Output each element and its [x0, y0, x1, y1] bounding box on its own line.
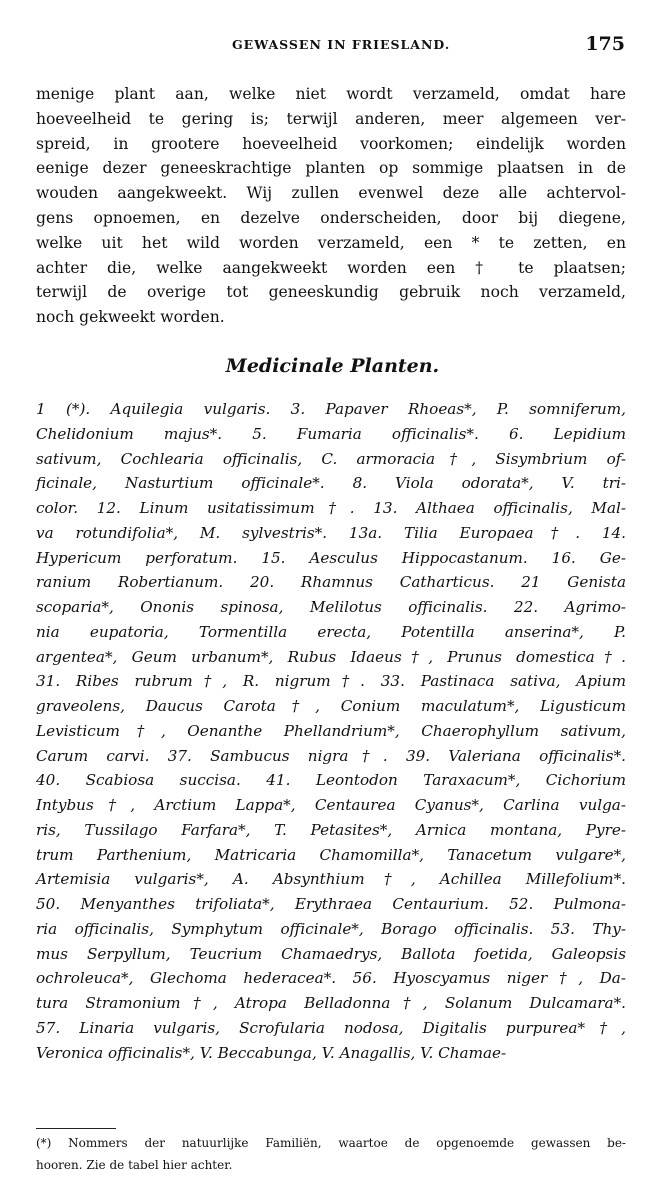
plant-list-line: va rotundifolia*, M. sylvestris*. 13a. Tilia Europaea†. 14. [36, 523, 626, 542]
plant-list-line: scoparia*, Ononis spinosa, Melilotus officinalis. 22. Agrimo- [36, 598, 626, 616]
running-title: GEWASSEN IN FRIESLAND. [232, 37, 451, 52]
plant-list-line: ris, Tussilago Farfara*, T. Petasites*, Arnica montana, Pyre- [36, 820, 626, 839]
plant-list-line: ranium Robertianum. 20. Rhamnus Catharticus. 21 Genista [36, 573, 626, 592]
intro-line: menige plant aan, welke niet wordt verzameld, omdat hare [36, 85, 626, 103]
plant-list-line: Chelidonium majus*. 5. Fumaria officinalis*. 6. Lepidium [36, 424, 626, 443]
intro-line: achter die, welke aangekweekt worden een † te plaatsen; [36, 258, 626, 277]
plant-list-line: Intybus†, Arctium Lappa*, Centaurea Cyanus*, Carlina vulga- [36, 796, 626, 814]
intro-line: terwijl de overige tot geneeskundig gebruik noch verzameld, [36, 283, 626, 302]
footnote-line: hooren. Zie de tabel hier achter. [36, 1158, 233, 1172]
running-head [36, 33, 625, 59]
intro-line: wouden aangekweekt. Wij zullen evenwel deze alle achtervol- [36, 184, 626, 203]
intro-paragraph [36, 82, 626, 330]
plant-list-line: Levisticum†, Oenanthe Phellandrium*, Chaerophyllum sativum, [36, 721, 626, 740]
intro-line: welke uit het wild worden verzameld, een * te zetten, en [36, 233, 626, 252]
footnote-rule [36, 1128, 116, 1129]
plant-list-line: mus Serpyllum, Teucrium Chamaedrys, Ballota foetida, Galeopsis [36, 944, 626, 963]
section-heading: Medicinale Planten. [225, 355, 440, 377]
page-number: 175 [585, 33, 625, 55]
plant-list [36, 397, 626, 1065]
plant-list-line: ria officinalis, Symphytum officinale*, Borago officinalis. 53. Thy- [36, 919, 626, 938]
plant-list-line: Carum carvi. 37. Sambucus nigra†. 39. Valeriana officinalis*. [36, 746, 626, 765]
plant-list-line: Veronica officinalis*, V. Beccabunga, V. Anagallis, V. Chamae- [36, 1043, 507, 1062]
footnote-line: (*) Nommers der natuurlijke Familiën, waartoe de opgenoemde gewassen be- [36, 1136, 626, 1150]
plant-list-line: 1 (*). Aquilegia vulgaris. 3. Papaver Rhoeas*, P. somniferum, [36, 400, 626, 418]
plant-list-line: sativum, Cochlearia officinalis, C. armoracia†, Sisymbrium of- [36, 449, 626, 468]
plant-list-line: argentea*, Geum urbanum*, Rubus Idaeus†, Prunus domestica†. [36, 647, 626, 666]
plant-list-line: 57. Linaria vulgaris, Scrofularia nodosa, Digitalis purpurea*†, [36, 1018, 626, 1037]
plant-list-line: Artemisia vulgaris*, A. Absynthium†, Achillea Millefolium*. [36, 870, 626, 889]
footnote [36, 1132, 626, 1176]
intro-line: gens opnoemen, en dezelve onderscheiden, door bij diegene, [36, 208, 626, 227]
plant-list-line: 50. Menyanthes trifoliata*, Erythraea Centaurium. 52. Pulmona- [36, 895, 626, 913]
plant-list-line: nia eupatoria, Tormentilla erecta, Potentilla anserina*, P. [36, 622, 626, 641]
plant-list-line: ficinale, Nasturtium officinale*. 8. Viola odorata*, V. tri- [36, 474, 626, 493]
intro-line: noch gekweekt worden. [36, 308, 225, 327]
plant-list-line: graveolens, Daucus Carota†, Conium maculatum*, Ligusticum [36, 697, 626, 715]
intro-line: eenige dezer geneeskrachtige planten op sommige plaatsen in de [36, 159, 626, 178]
intro-line: spreid, in grootere hoeveelheid voorkomen; eindelijk worden [36, 134, 626, 153]
plant-list-line: trum Parthenium, Matricaria Chamomilla*, Tanacetum vulgare*, [36, 845, 626, 864]
plant-list-line: color. 12. Linum usitatissimum†. 13. Althaea officinalis, Mal- [36, 499, 626, 517]
plant-list-line: ochroleuca*, Glechoma hederacea*. 56. Hyoscyamus niger†, Da- [36, 969, 626, 988]
plant-list-line: Hypericum perforatum. 15. Aesculus Hippocastanum. 16. Ge- [36, 548, 626, 567]
plant-list-line: 31. Ribes rubrum†, R. nigrum†. 33. Pastinaca sativa, Apium [36, 672, 626, 691]
intro-line: hoeveelheid te gering is; terwijl anderen, meer algemeen ver- [36, 109, 626, 128]
plant-list-line: tura Stramonium†, Atropa Belladonna†, Solanum Dulcamara*. [36, 994, 626, 1012]
plant-list-line: 40. Scabiosa succisa. 41. Leontodon Taraxacum*, Cichorium [36, 771, 626, 790]
